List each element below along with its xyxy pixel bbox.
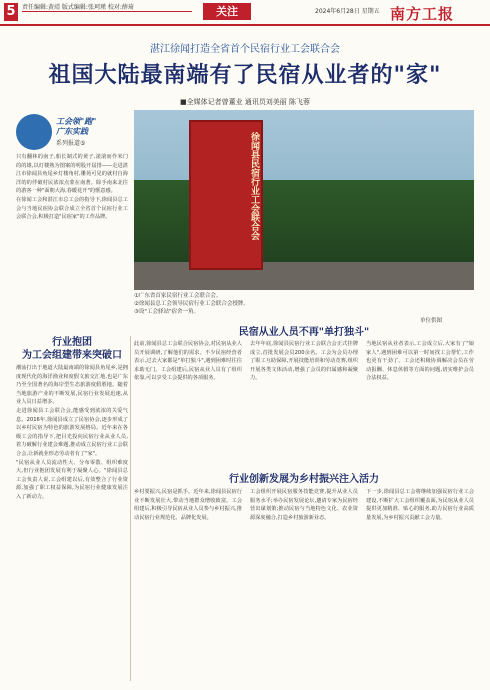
header-divider	[22, 11, 192, 12]
article-byline: ■全媒体记者曾董业 通讯员刘美丽 陈飞蓉	[179, 98, 311, 106]
column-divider	[130, 336, 131, 681]
section3-col-a: 乡村要振兴,民宿是抓手。近年来,徐闻县民宿行业不断发展壮大,带动当地群众增收致富。工会组建后,积极引导民宿从业人员参与乡村振兴,推动民宿行业规范化、品牌化发展。	[134, 489, 242, 521]
photo-credit: 单位供图	[420, 318, 443, 324]
section3-title: 行业创新发展为乡村振兴注入活力	[229, 474, 379, 485]
photo-caption	[134, 292, 474, 316]
caption-line: ①广东省首家民宿行业工会联合会。	[134, 293, 222, 299]
caption-line: ②徐闻县总工会领导民宿行业工会联合会授牌。	[134, 301, 249, 307]
section2-col-a: 此前,徐闻县总工会联合民宿协会,对民宿从业人员开展调研,了解他们的需求。不少民宿经营者表示,过去大家都是"单打独斗",遇到困难时往往求助无门。工会组建后,民宿从业人员有了组织依靠,可以享受工会提供的各项服务。	[134, 341, 242, 382]
page-number: 5	[4, 3, 18, 21]
section3-col-b: 工会组织开展民宿服务技能竞赛,提升从业人员服务水平;举办民宿发展论坛,邀请专家为民宿经营出谋划策;推动民宿与当地特色文化、农业资源深度融合,打造乡村旅游新业态。	[250, 489, 358, 521]
section-tag: 关注	[203, 3, 251, 20]
section1-title: 行业抱团 为工会组建带来突破口	[22, 337, 122, 361]
signboard-text: 徐闻县民宿行业工会联合会	[249, 132, 259, 240]
section2-col-b: 去年年底,徐闻县民宿行业工会联合会正式挂牌成立,首批发展会员200余名。工会为会员办理了职工互助保障,开展技能培训和劳动竞赛,组织开展各类文体活动,增强了会员的归属感和凝聚力。	[250, 341, 358, 382]
series-logo-icon	[16, 114, 52, 150]
article-photo	[134, 110, 474, 290]
section1-body: 潮汕打出于地道大陆最南端的徐闻县角尾乡,是拥度现代化的海洋渔业和度假文旅交汇地,也是广东乃至全国著名的海岸型生态旅游度假胜地。随着当地旅游产业的不断发展,民宿行业发展迅速,从业人员日益增多。 走进徐闻县工会联合会,能感受到浓浓的关爱气息。2016年,徐闻县成立了民宿协会,逐步形成了以乡村民宿为特色的旅游发展格局。近年来在各级工会的指导下,把目光投向民宿行业从业人员,着力破解行业建会难题,推动成立民宿行业工会联合会,让新就业形态劳动者有了"家"。 "民宿从业人员流动性大、分布零散、组织难度大,但行业抱团发展有利于凝聚人心。"徐闻县总工会负责人说,工会组建以后,有效整合了行业资源,加强了职工权益保障,为民宿行业健康发展注入了新动力。	[16, 365, 128, 500]
header-rule	[0, 24, 490, 26]
issue-date: 2024年6月28日 星期五	[315, 8, 380, 15]
series-line-2: 广东实践	[56, 127, 88, 136]
article-kicker: 湛江徐闻打造全省首个民宿行业工会联合会	[150, 44, 340, 55]
caption-line: ③设"工会驿站"宿舍一角。	[134, 309, 199, 315]
article-headline: 祖国大陆最南端有了民宿从业者的"家"	[48, 62, 442, 88]
section2-col-c: 当地民宿从业者表示,工会成立后,大家有了"娘家人",遇到困难可以第一时间找工会帮忙,工作也更有干劲了。工会还积极协调解决会员在劳动报酬、休息休假等方面的问题,切实维护会员合法权益。	[366, 341, 474, 382]
newspaper-logo: 南方工报	[390, 5, 455, 23]
series-stamp	[16, 112, 128, 152]
section3-col-c: 下一步,徐闻县总工会将继续加强民宿行业工会建设,不断扩大工会组织覆盖面,为民宿从业人员提供更加精准、贴心的服务,助力民宿行业高质量发展,为乡村振兴贡献工会力量。	[366, 489, 474, 521]
lede-paragraph: 只有翻林的南子,船长制式的黄子,滚滚而作米门的的雄,以灯楼熟为图案的明股开届排——走进湛江市徐闻县角尾乡灯楼角村,雕苑可见的就村自海洋的的伴破村民浓浓点蒙在南著。除手南来北往的游客一种"面朝大海,春暖花开"的惬意感。 在徐闻工会和湛江市总工会的指导下,徐闻县总工会与当地民宿协会联合成立全省首个民宿行业工会联合会,积极打造"民宿家"的工作品牌。	[16, 154, 128, 221]
union-signboard	[189, 120, 263, 270]
section2-title: 民宿从业人员不再"单打独斗"	[238, 327, 370, 338]
editor-credits: 责任编辑:黄靖 版式编辑:张珂瑾 校对:薛琦	[22, 4, 134, 11]
series-line-1: 工会领"跑"	[56, 117, 97, 126]
page-header	[0, 0, 490, 26]
series-line-3: 系列报道⑤	[56, 140, 86, 147]
